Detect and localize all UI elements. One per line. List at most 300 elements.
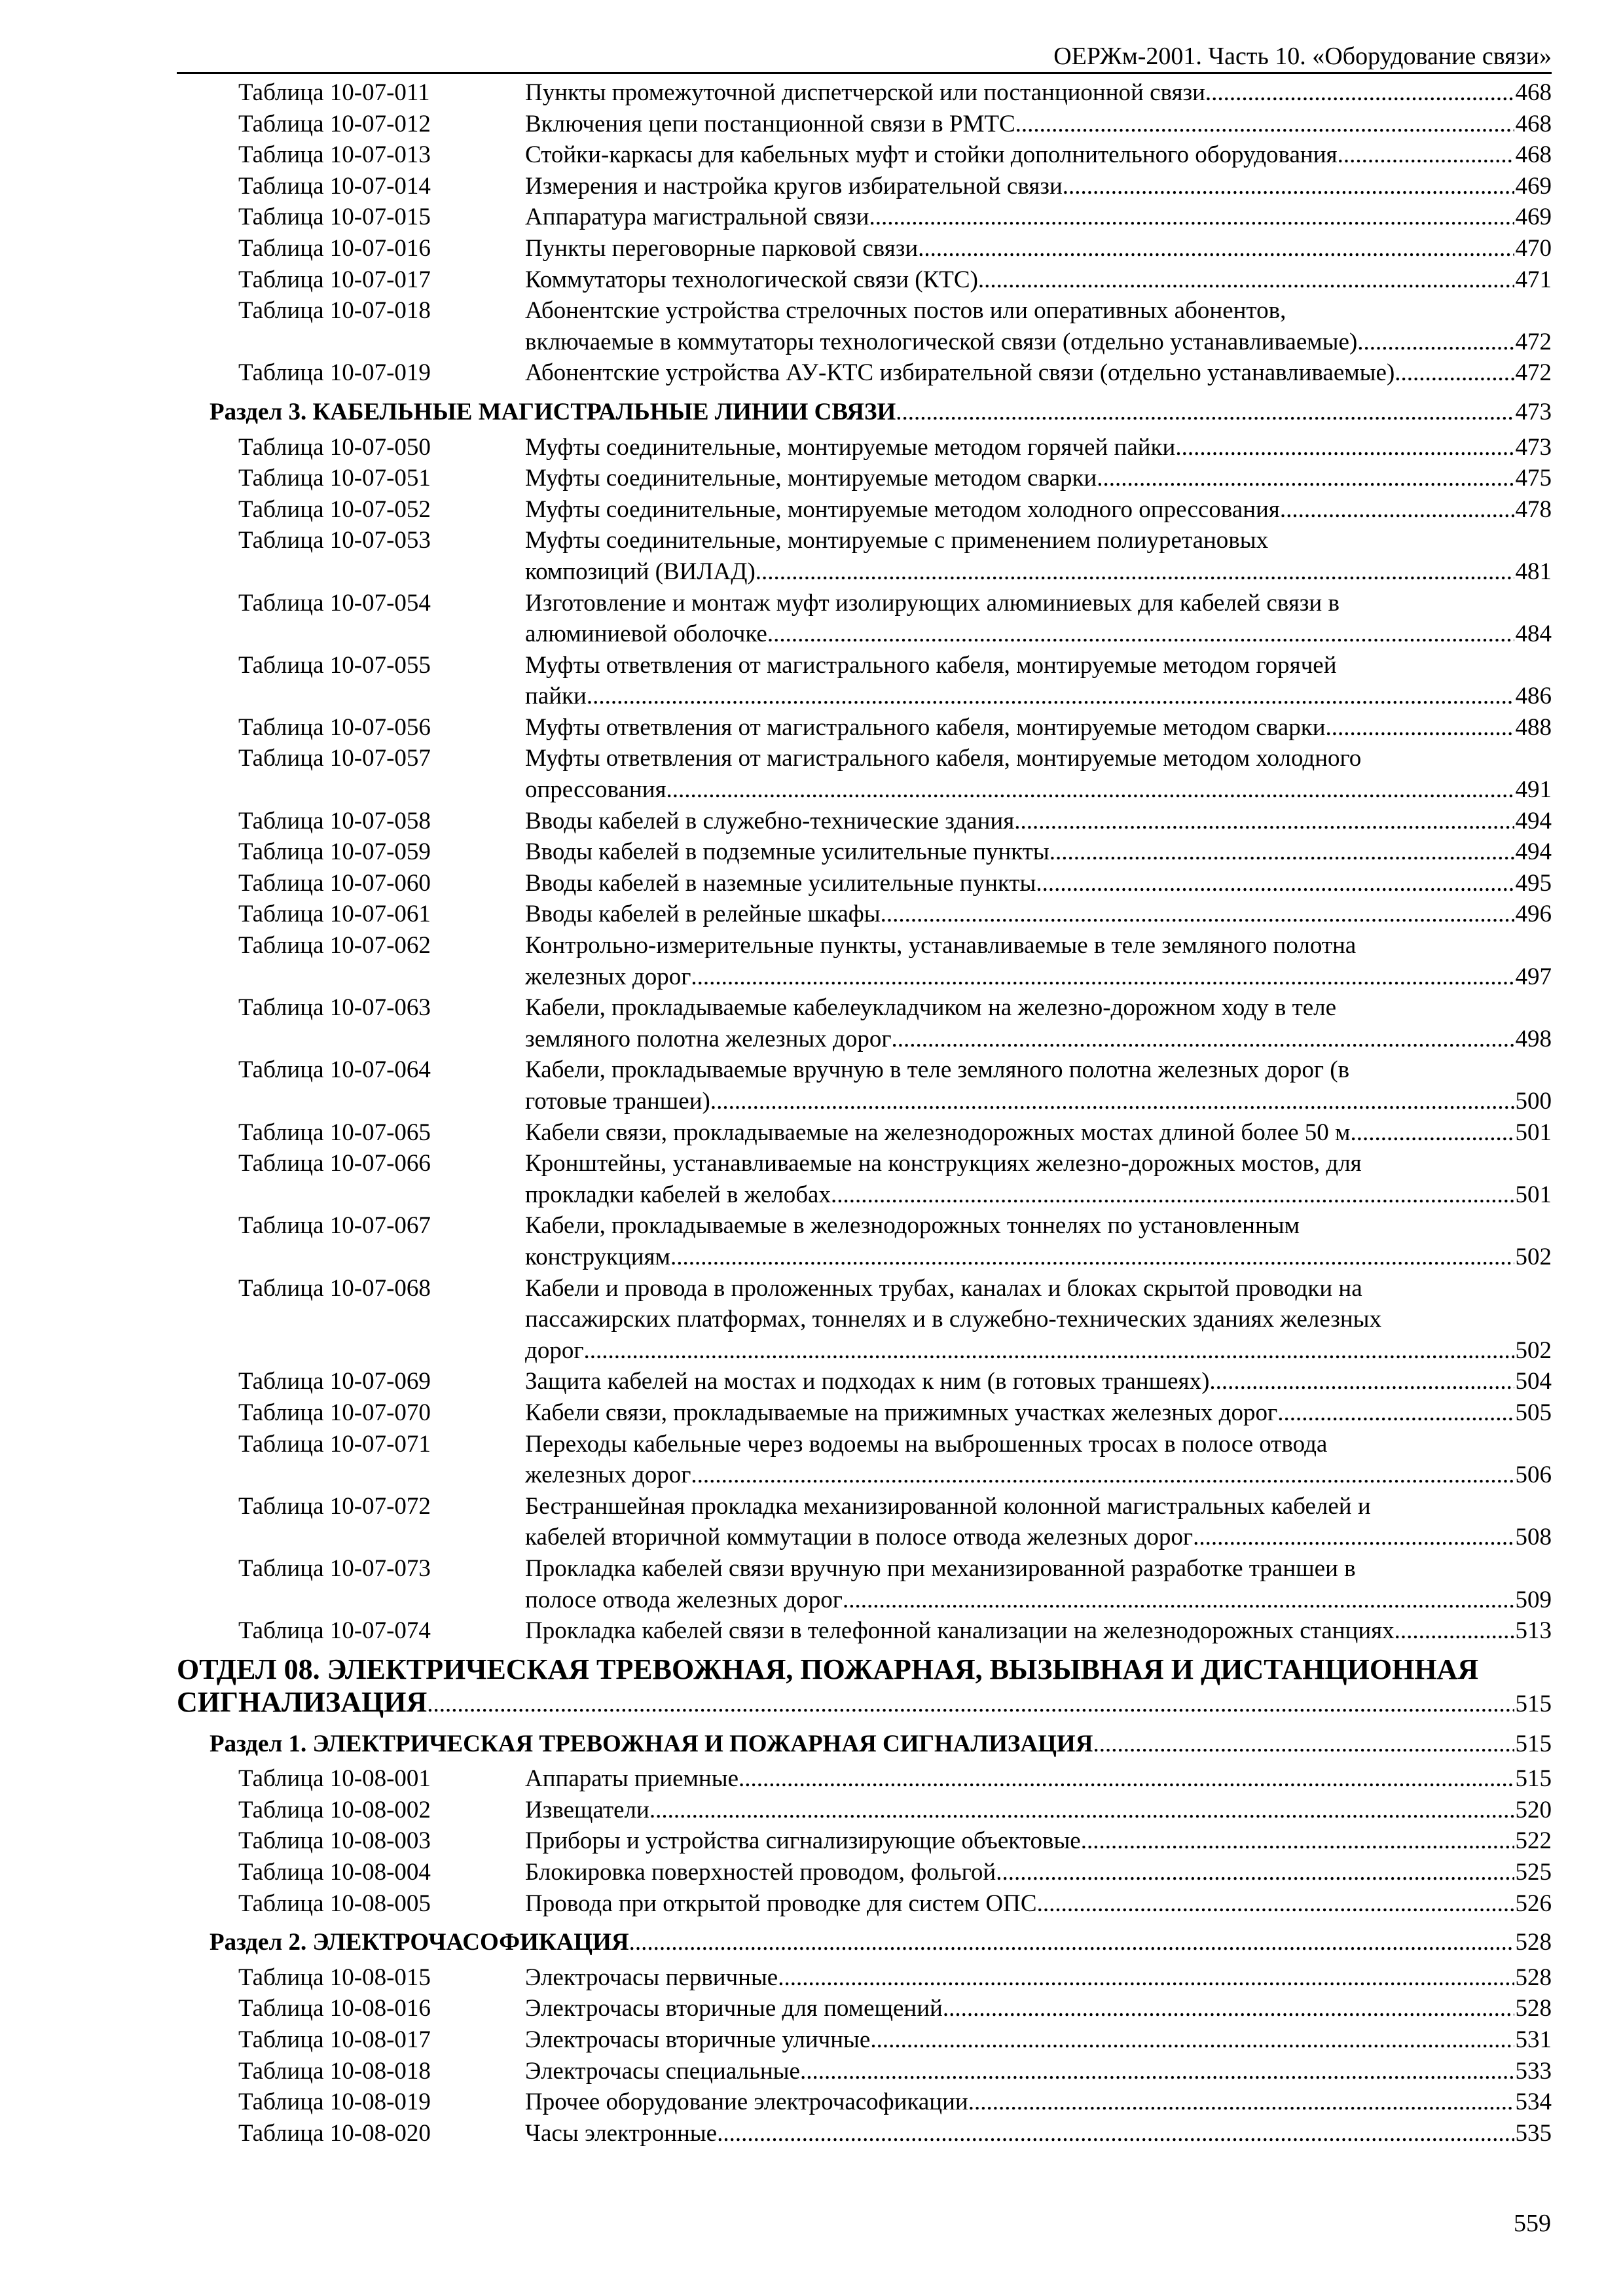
dot-leader	[1280, 494, 1514, 526]
department-heading-line	[177, 1653, 1552, 1686]
entry-title: Кронштейны, устанавливаемые на конструкциях железно-дорожных мостов, для	[525, 1150, 1362, 1177]
toc-entry	[177, 868, 1552, 899]
entry-line	[525, 1763, 1552, 1795]
toc-entry	[177, 1397, 1552, 1429]
page-ref: 502	[1515, 1336, 1552, 1364]
toc-entry	[177, 1795, 1552, 1826]
entry-title: Аппаратура магистральной связи	[525, 204, 869, 231]
entry-text	[525, 743, 1552, 805]
header-title: ОЕРЖм-2001. Часть 10. «Оборудование связи»	[1053, 43, 1552, 70]
table-number: Таблица 10-07-055	[238, 651, 431, 679]
table-number: Таблица 10-07-013	[238, 141, 431, 169]
page-ref: 498	[1515, 1025, 1552, 1052]
entry-text	[525, 295, 1552, 357]
entry-line	[525, 1615, 1552, 1647]
dot-leader	[1326, 712, 1514, 744]
entry-title: Защита кабелей на мостах и подходах к ним (в готовых траншеях)	[525, 1368, 1210, 1395]
dot-leader	[996, 1857, 1514, 1888]
entry-text	[525, 77, 1552, 109]
entry-title: кабелей вторичной коммутации в полосе отвода железных дорог	[525, 1524, 1194, 1551]
toc-entry	[177, 494, 1552, 526]
entry-title: Электрочасы вторичные для помещений	[525, 1995, 943, 2022]
toc-entry	[177, 202, 1552, 233]
page-ref: 469	[1515, 204, 1552, 231]
dot-leader	[1049, 836, 1514, 868]
dot-leader	[710, 1086, 1514, 1117]
entry-line	[525, 2056, 1552, 2087]
toc-entry	[177, 1148, 1552, 1210]
entry-title: Пункты промежуточной диспетчерской или постанционной связи	[525, 79, 1205, 106]
entry-line	[525, 774, 1552, 806]
entry-title: Вводы кабелей в релейные шкафы	[525, 901, 881, 928]
dot-leader	[691, 961, 1514, 993]
entry-text	[525, 1615, 1552, 1647]
entry-line	[525, 806, 1552, 837]
page-ref: 469	[1515, 172, 1552, 200]
entry-title: пайки	[525, 683, 587, 710]
entry-line	[525, 1086, 1552, 1117]
dot-leader	[1175, 432, 1514, 463]
entry-text	[525, 992, 1552, 1054]
toc-entry	[177, 109, 1552, 140]
entry-line	[525, 1024, 1552, 1055]
toc-entry	[177, 2056, 1552, 2087]
toc-entry	[177, 1615, 1552, 1647]
page-ref: 531	[1515, 2026, 1552, 2054]
entry-title: Пункты переговорные парковой связи	[525, 234, 919, 262]
toc-entry	[177, 930, 1552, 992]
entry-text	[525, 930, 1552, 992]
dot-leader	[670, 1242, 1514, 1273]
entry-title: опрессования	[525, 776, 666, 804]
dot-leader	[843, 1585, 1514, 1616]
entry-title: Кабели связи, прокладываемые на железнодорожных мостах длиной более 50 м	[525, 1119, 1351, 1146]
table-number: Таблица 10-08-015	[238, 1964, 431, 1991]
entry-title: Изготовление и монтаж муфт изолирующих алюминиевых для кабелей связи в	[525, 589, 1340, 617]
table-number: Таблица 10-07-062	[238, 932, 431, 960]
table-number: Таблица 10-07-072	[238, 1492, 431, 1520]
page-ref: 475	[1515, 465, 1552, 492]
entry-text	[525, 868, 1552, 899]
entry-title: Кабели связи, прокладываемые на прижимных участках железных дорог	[525, 1399, 1278, 1426]
page-ref: 494	[1515, 807, 1552, 834]
table-number: Таблица 10-07-061	[238, 901, 431, 928]
page-header	[177, 38, 1552, 74]
entry-line	[525, 712, 1552, 744]
entry-title: Включения цепи постанционной связи в РМТС	[525, 110, 1015, 137]
toc-entry	[177, 1553, 1552, 1615]
entry-line	[525, 1304, 1552, 1335]
table-number: Таблица 10-08-019	[238, 2089, 431, 2116]
toc-entry	[177, 233, 1552, 264]
entry-title: Муфты соединительные, монтируемые с применением полиуретановых	[525, 527, 1269, 554]
entry-line	[525, 1273, 1552, 1304]
dot-leader	[649, 1795, 1514, 1826]
page-ref: 468	[1515, 110, 1552, 137]
toc-entry	[177, 1888, 1552, 1920]
entry-text	[525, 525, 1552, 587]
toc-entry	[177, 836, 1552, 868]
page-ref: 522	[1515, 1827, 1552, 1855]
page-ref: 468	[1515, 141, 1552, 169]
entry-text	[525, 712, 1552, 744]
entry-title: Прокладка кабелей связи вручную при механизированной разработке траншеи в	[525, 1554, 1356, 1582]
entry-line	[525, 992, 1552, 1024]
entry-title: Муфты соединительные, монтируемые методом горячей пайки	[525, 433, 1176, 461]
toc-entry	[177, 463, 1552, 494]
entry-text	[525, 264, 1552, 296]
table-number: Таблица 10-07-071	[238, 1430, 431, 1458]
dot-leader	[666, 774, 1514, 806]
page-ref: 473	[1515, 433, 1552, 461]
entry-line	[525, 743, 1552, 774]
entry-line	[525, 264, 1552, 296]
dot-leader	[1205, 77, 1514, 109]
entry-line	[525, 525, 1552, 556]
entry-line	[525, 327, 1552, 358]
entry-text	[525, 109, 1552, 140]
page-ref: 497	[1515, 963, 1552, 990]
page-ref: 528	[1515, 1929, 1552, 1956]
entry-line	[525, 619, 1552, 650]
entry-line	[525, 1242, 1552, 1273]
page-ref: 515	[1515, 1765, 1552, 1793]
entry-title: земляного полотна железных дорог	[525, 1025, 892, 1052]
page-ref: 472	[1515, 359, 1552, 387]
entry-line	[525, 868, 1552, 899]
table-number: Таблица 10-07-065	[238, 1119, 431, 1146]
entry-title: полосе отвода железных дорог	[525, 1586, 843, 1613]
entry-title: Блокировка поверхностей проводом, фольгой	[525, 1859, 996, 1886]
page-ref: 525	[1515, 1859, 1552, 1886]
table-number: Таблица 10-07-012	[238, 110, 431, 137]
table-number: Таблица 10-07-054	[238, 589, 431, 617]
page-ref: 500	[1515, 1088, 1552, 1115]
entry-text	[525, 1117, 1552, 1149]
toc-entry	[177, 1054, 1552, 1117]
dot-leader	[1193, 1522, 1514, 1553]
toc-entry	[177, 992, 1552, 1054]
entry-text	[525, 139, 1552, 171]
toc-entry	[177, 2118, 1552, 2149]
entry-title: Часы электронные	[525, 2119, 718, 2147]
toc-entry	[177, 712, 1552, 744]
section-heading	[177, 397, 1552, 428]
dot-leader	[943, 1993, 1514, 2024]
table-number: Таблица 10-07-018	[238, 297, 431, 325]
page-ref: 535	[1515, 2119, 1552, 2147]
page-ref: 488	[1515, 713, 1552, 741]
entry-line	[525, 1888, 1552, 1920]
page-ref: 509	[1515, 1586, 1552, 1613]
entry-title: Приборы и устройства сигнализирующие объектовые	[525, 1827, 1081, 1855]
entry-line	[525, 1335, 1552, 1367]
table-number: Таблица 10-07-073	[238, 1554, 431, 1582]
entry-line	[525, 899, 1552, 930]
dot-leader	[1093, 1729, 1514, 1760]
toc-entry	[177, 899, 1552, 930]
dot-leader	[1081, 1825, 1514, 1857]
entry-title: Кабели, прокладываемые вручную в теле земляного полотна железных дорог (в	[525, 1056, 1350, 1084]
entry-title: Извещатели	[525, 1796, 649, 1823]
entry-line	[525, 494, 1552, 526]
table-number: Таблица 10-07-015	[238, 204, 431, 231]
dot-leader	[1063, 171, 1514, 202]
toc-entry	[177, 1117, 1552, 1149]
table-number: Таблица 10-07-053	[238, 527, 431, 554]
entry-title: железных дорог	[525, 1462, 691, 1489]
entry-text	[525, 1429, 1552, 1491]
table-number: Таблица 10-08-016	[238, 1995, 431, 2022]
entry-title: Электрочасы первичные	[525, 1964, 778, 1991]
table-number: Таблица 10-07-070	[238, 1399, 431, 1426]
entry-text	[525, 494, 1552, 526]
entry-line	[525, 1962, 1552, 1994]
entry-line	[525, 1148, 1552, 1179]
table-number: Таблица 10-07-051	[238, 465, 431, 492]
dot-leader	[739, 1763, 1514, 1795]
entry-title: Электрочасы вторичные уличные	[525, 2026, 871, 2054]
entry-title: Абонентские устройства АУ-КТС избирательной связи (отдельно устанавливаемые)	[525, 359, 1395, 387]
dot-leader	[870, 2024, 1514, 2056]
entry-text	[525, 1148, 1552, 1210]
dot-leader	[1395, 357, 1514, 389]
entry-line	[525, 1460, 1552, 1491]
table-number: Таблица 10-08-004	[238, 1859, 431, 1886]
entry-line	[525, 432, 1552, 463]
table-number: Таблица 10-08-002	[238, 1796, 431, 1823]
entry-title: Кабели и провода в проложенных трубах, каналах и блоках скрытой проводки на	[525, 1274, 1362, 1302]
entry-title: Провода при открытой проводке для систем ОПС	[525, 1890, 1037, 1917]
dot-leader	[1338, 139, 1514, 171]
entry-text	[525, 2118, 1552, 2149]
page-ref: 515	[1515, 1690, 1552, 1717]
page-ref: 528	[1515, 1964, 1552, 1991]
entry-title: железных дорог	[525, 963, 691, 990]
entry-text	[525, 1210, 1552, 1272]
toc-entry	[177, 1210, 1552, 1272]
page-ref: 496	[1515, 901, 1552, 928]
entry-text	[525, 1763, 1552, 1795]
toc-entry	[177, 2024, 1552, 2056]
entry-line	[525, 588, 1552, 619]
entry-title: Бестраншейная прокладка механизированной колонной магистральных кабелей и	[525, 1492, 1371, 1520]
entry-text	[525, 588, 1552, 650]
page-ref: 526	[1515, 1890, 1552, 1917]
table-of-contents	[177, 77, 1552, 2149]
entry-title: Кабели, прокладываемые в железнодорожных тоннелях по установленным	[525, 1212, 1300, 1240]
page-ref: 534	[1515, 2089, 1552, 2116]
entry-line	[525, 233, 1552, 264]
dot-leader	[892, 1024, 1514, 1055]
entry-text	[525, 1825, 1552, 1857]
entry-line	[525, 1491, 1552, 1522]
entry-line	[525, 463, 1552, 494]
entry-title: Электрочасы специальные	[525, 2057, 800, 2085]
entry-line	[525, 1429, 1552, 1460]
entry-text	[525, 836, 1552, 868]
entry-line	[525, 295, 1552, 327]
page-ref: 481	[1515, 558, 1552, 585]
page-ref: 471	[1515, 266, 1552, 293]
dot-leader	[800, 2056, 1514, 2087]
entry-line	[525, 2087, 1552, 2118]
toc-entry	[177, 743, 1552, 805]
toc-entry	[177, 1366, 1552, 1397]
dot-leader	[831, 1179, 1514, 1211]
dot-leader	[1395, 1615, 1514, 1647]
dot-leader	[1015, 109, 1514, 140]
entry-line	[525, 836, 1552, 868]
entry-text	[525, 233, 1552, 264]
page-ref: 486	[1515, 683, 1552, 710]
table-number: Таблица 10-07-066	[238, 1150, 431, 1177]
toc-entry	[177, 295, 1552, 357]
table-number: Таблица 10-07-014	[238, 172, 431, 200]
page-ref: 501	[1515, 1181, 1552, 1208]
entry-text	[525, 1993, 1552, 2024]
toc-entry	[177, 432, 1552, 463]
dot-leader	[691, 1460, 1514, 1491]
table-number: Таблица 10-07-069	[238, 1368, 431, 1395]
entry-line	[525, 681, 1552, 712]
page-ref: 484	[1515, 620, 1552, 648]
page-ref: 495	[1515, 869, 1552, 897]
dot-leader	[1014, 806, 1514, 837]
table-number: Таблица 10-08-018	[238, 2057, 431, 2085]
department-heading-line	[177, 1686, 1552, 1721]
entry-line	[525, 961, 1552, 993]
toc-entry	[177, 1993, 1552, 2024]
toc-entry	[177, 588, 1552, 650]
entry-text	[525, 806, 1552, 837]
toc-entry	[177, 139, 1552, 171]
entry-line	[525, 2118, 1552, 2149]
entry-line	[525, 1993, 1552, 2024]
entry-text	[525, 1366, 1552, 1397]
table-number: Таблица 10-07-052	[238, 495, 431, 523]
entry-text	[525, 2024, 1552, 2056]
page-ref: 506	[1515, 1462, 1552, 1489]
page-ref: 515	[1515, 1730, 1552, 1757]
entry-line	[525, 1522, 1552, 1553]
entry-line	[525, 1117, 1552, 1149]
entry-title: Кабели, прокладываемые кабелеукладчиком на железно-дорожном ходу в теле	[525, 994, 1337, 1022]
dot-leader	[778, 1962, 1514, 1994]
dot-leader	[756, 556, 1514, 588]
entry-title: конструкциям	[525, 1243, 670, 1270]
table-number: Таблица 10-07-019	[238, 359, 431, 387]
table-number: Таблица 10-07-011	[238, 79, 430, 106]
toc-entry	[177, 1962, 1552, 1994]
toc-entry	[177, 806, 1552, 837]
table-number: Таблица 10-07-057	[238, 745, 431, 772]
entry-line	[525, 171, 1552, 202]
dot-leader	[1350, 1117, 1514, 1149]
page-ref: 472	[1515, 328, 1552, 355]
table-number: Таблица 10-07-050	[238, 433, 431, 461]
section-title: Раздел 2. ЭЛЕКТРОЧАСОФИКАЦИЯ	[210, 1929, 629, 1956]
dot-leader	[629, 1927, 1514, 1958]
entry-text	[525, 202, 1552, 233]
entry-title: алюминиевой оболочке	[525, 620, 767, 648]
page-ref: 501	[1515, 1119, 1552, 1146]
entry-text	[525, 1054, 1552, 1117]
entry-title: Вводы кабелей в подземные усилительные пункты	[525, 838, 1049, 866]
entry-title: прокладки кабелей в желобах	[525, 1181, 831, 1208]
page-ref: 508	[1515, 1524, 1552, 1551]
entry-text	[525, 2056, 1552, 2087]
dot-leader	[896, 397, 1514, 428]
entry-text	[525, 1962, 1552, 1994]
toc-entry	[177, 1825, 1552, 1857]
toc-entry	[177, 1273, 1552, 1367]
dot-leader	[978, 264, 1514, 296]
dot-leader	[587, 681, 1514, 712]
entry-line	[525, 109, 1552, 140]
section-heading	[177, 1927, 1552, 1958]
entry-text	[525, 1553, 1552, 1615]
entry-text	[525, 357, 1552, 389]
dot-leader	[767, 619, 1514, 650]
dot-leader	[1357, 327, 1514, 358]
entry-line	[525, 1795, 1552, 1826]
entry-title: Вводы кабелей в служебно-технические здания	[525, 807, 1015, 834]
table-number: Таблица 10-07-063	[238, 994, 431, 1022]
table-number: Таблица 10-07-067	[238, 1212, 431, 1240]
entry-title: Абонентские устройства стрелочных постов или оперативных абонентов,	[525, 297, 1286, 325]
page-ref: 494	[1515, 838, 1552, 866]
dot-leader	[968, 2087, 1514, 2118]
dot-leader	[427, 1688, 1514, 1721]
entry-line	[525, 1825, 1552, 1857]
toc-entry	[177, 1857, 1552, 1888]
page-ref: 528	[1515, 1995, 1552, 2022]
toc-entry	[177, 1429, 1552, 1491]
page-ref: 473	[1515, 398, 1552, 425]
department-title: ОТДЕЛ 08. ЭЛЕКТРИЧЕСКАЯ ТРЕВОЖНАЯ, ПОЖАРНАЯ, ВЫЗЫВНАЯ И ДИСТАНЦИОННАЯ	[177, 1653, 1479, 1685]
department-title: СИГНАЛИЗАЦИЯ	[177, 1685, 428, 1718]
table-number: Таблица 10-07-064	[238, 1056, 431, 1084]
toc-entry	[177, 77, 1552, 109]
dot-leader	[717, 2118, 1514, 2149]
entry-text	[525, 1795, 1552, 1826]
entry-line	[525, 1857, 1552, 1888]
toc-entry	[177, 357, 1552, 389]
department-heading	[177, 1653, 1552, 1721]
table-number: Таблица 10-08-003	[238, 1827, 431, 1855]
page-ref: 491	[1515, 776, 1552, 804]
dot-leader	[918, 233, 1514, 264]
entry-title: Прокладка кабелей связи в телефонной канализации на железнодорожных станциях	[525, 1617, 1395, 1645]
entry-title: Аппараты приемные	[525, 1765, 739, 1793]
entry-line	[525, 930, 1552, 961]
page-ref: 468	[1515, 79, 1552, 106]
entry-line	[525, 1054, 1552, 1086]
entry-line	[525, 1553, 1552, 1585]
dot-leader	[584, 1335, 1514, 1367]
entry-line	[525, 1179, 1552, 1211]
dot-leader	[1036, 868, 1514, 899]
entry-text	[525, 1888, 1552, 1920]
toc-entry	[177, 650, 1552, 712]
page-ref: 502	[1515, 1243, 1552, 1270]
table-number: Таблица 10-07-060	[238, 869, 431, 897]
entry-text	[525, 432, 1552, 463]
entry-line	[525, 1397, 1552, 1429]
entry-title: Вводы кабелей в наземные усилительные пункты	[525, 869, 1036, 897]
table-number: Таблица 10-07-074	[238, 1617, 431, 1645]
